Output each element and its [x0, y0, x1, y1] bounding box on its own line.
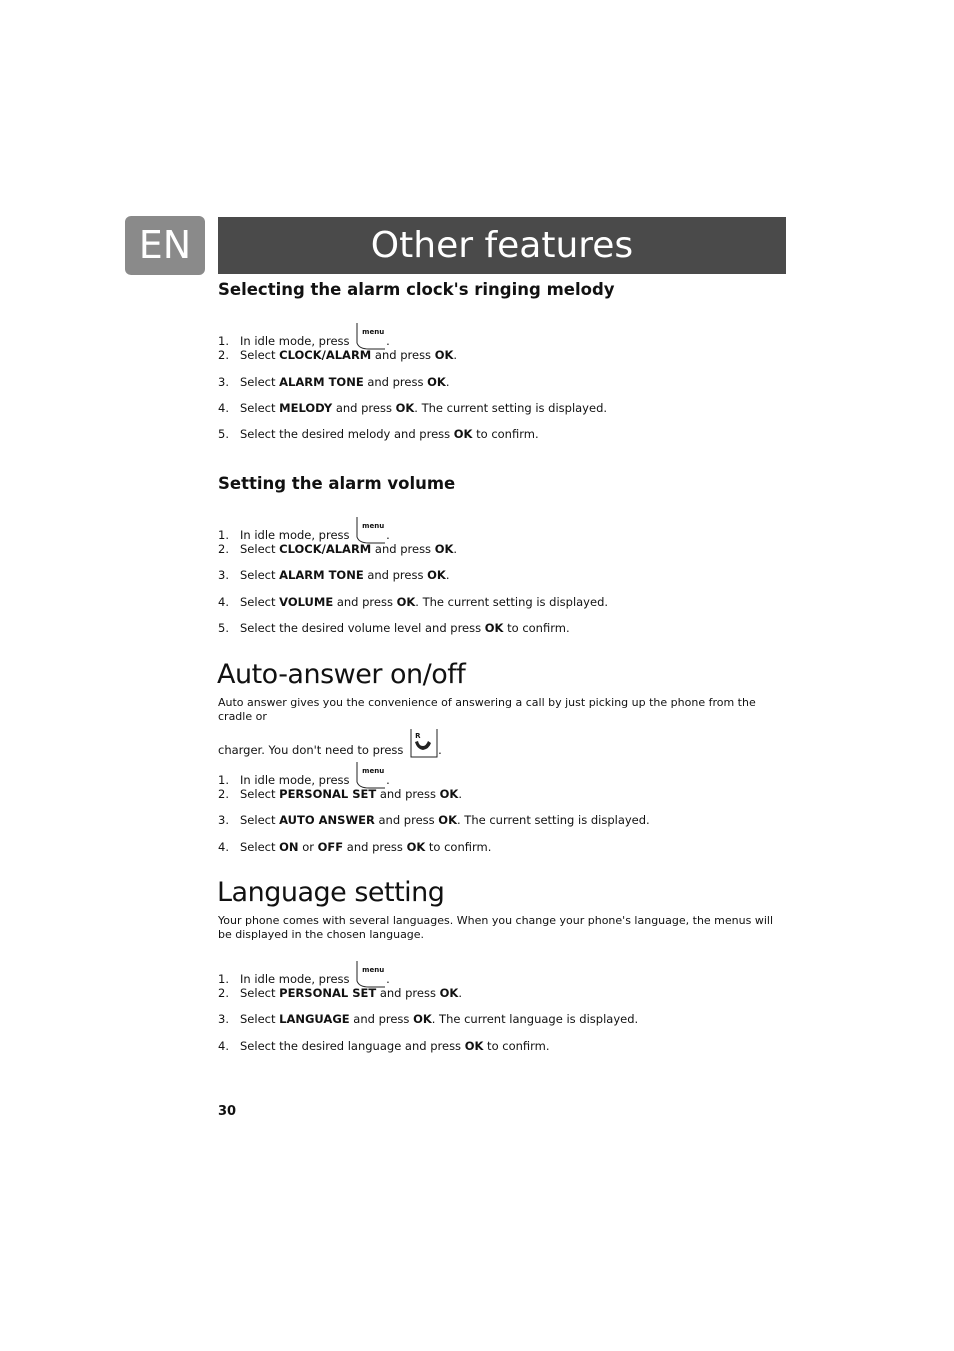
page-title: Other features: [218, 217, 786, 274]
step-item: 3. Select LANGUAGE and press OK. The current language is displayed.: [218, 1012, 639, 1026]
step-item: 2. Select PERSONAL SET and press OK.: [218, 986, 462, 1000]
step-item: 2. Select CLOCK/ALARM and press OK.: [218, 348, 458, 362]
section-heading-volume: Setting the alarm volume: [218, 474, 456, 493]
step-item: 4. Select VOLUME and press OK. The current setting is displayed.: [218, 595, 609, 609]
step-item: 5. Select the desired melody and press OK to confirm.: [218, 427, 539, 441]
step-item: 1. In idle mode, press menu .: [218, 321, 390, 351]
section-heading-language: Language setting: [217, 877, 445, 908]
menu-key-icon: menu: [355, 515, 386, 545]
step-item: 1. In idle mode, press menu .: [218, 515, 390, 545]
section-heading-auto-answer: Auto-answer on/off: [217, 659, 466, 690]
language-tab: EN: [125, 216, 205, 275]
step-item: 3. Select ALARM TONE and press OK.: [218, 375, 450, 389]
step-item: 1. In idle mode, press menu .: [218, 760, 390, 790]
paragraph-line: charger. You don't need to press R .: [218, 727, 442, 758]
step-item: 4. Select MELODY and press OK. The current setting is displayed.: [218, 401, 608, 415]
step-item: 5. Select the desired volume level and press OK to confirm.: [218, 621, 570, 635]
step-item: 1. In idle mode, press menu .: [218, 959, 390, 989]
step-item: 4. Select ON or OFF and press OK to confirm.: [218, 840, 492, 854]
section-heading-melody: Selecting the alarm clock's ringing melody: [218, 280, 615, 299]
step-item: 3. Select ALARM TONE and press OK.: [218, 568, 450, 582]
talk-key-icon: R: [409, 727, 438, 758]
paragraph: Your phone comes with several languages. When you change your phone's language, the menus will be displayed in the chosen language.: [218, 914, 774, 941]
step-item: 3. Select AUTO ANSWER and press OK. The current setting is displayed.: [218, 813, 650, 827]
step-item: 2. Select CLOCK/ALARM and press OK.: [218, 542, 458, 556]
paragraph: Auto answer gives you the convenience of answering a call by just picking up the phone from the cradle or: [218, 696, 756, 723]
page-number: 30: [218, 1104, 237, 1119]
menu-key-icon: menu: [355, 321, 386, 351]
step-item: 2. Select PERSONAL SET and press OK.: [218, 787, 462, 801]
menu-key-icon: menu: [355, 760, 386, 790]
menu-key-icon: menu: [355, 959, 386, 989]
step-item: 4. Select the desired language and press OK to confirm.: [218, 1039, 550, 1053]
